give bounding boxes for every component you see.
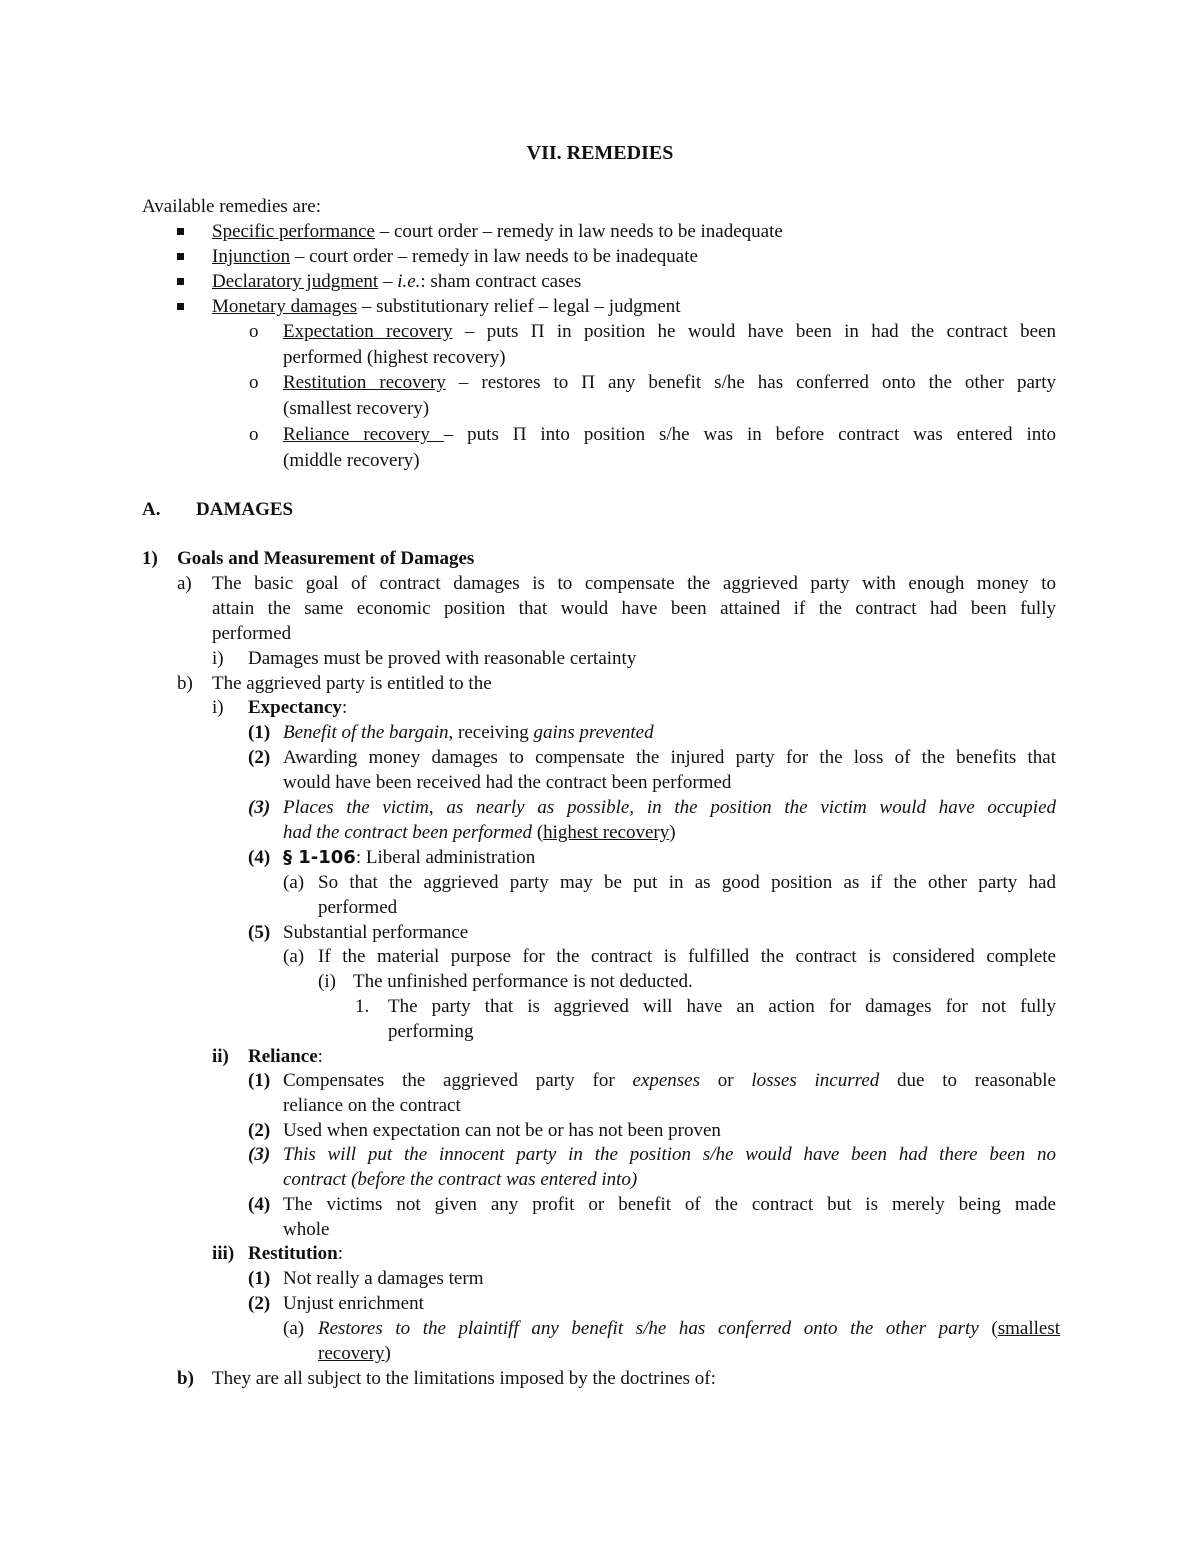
list-item: b) The aggrieved party is entitled to the [177, 673, 492, 694]
remedy-term: Monetary damages [212, 296, 358, 317]
list-item: b) They are all subject to the limitations imposed by the doctrines of: [177, 1368, 716, 1389]
list-item: (4) The victims not given any profit or benefit of the contract but is merely being made [248, 1194, 1056, 1215]
subsection-heading: 1) Goals and Measurement of Damages [142, 548, 475, 569]
list-item: iii) Restitution: [212, 1243, 344, 1264]
page-title: VII. REMEDIES [526, 142, 674, 164]
circle-bullet-icon: o [249, 321, 259, 342]
list-item: o Reliance recovery – puts Π into position s/he was in before contract was entered into [249, 424, 1056, 445]
list-item: (4) § 1-106: Liberal administration [248, 847, 536, 868]
list-item: (5) Substantial performance [248, 922, 469, 943]
remedy-term: Specific performance [212, 221, 375, 242]
list-item: (a) So that the aggrieved party may be put in as good position as if the other party had [283, 872, 1056, 893]
intro-text: Available remedies are: [142, 196, 321, 217]
list-item: a) The basic goal of contract damages is to compensate the aggrieved party with enough money to [177, 573, 1056, 594]
list-item-continuation: would have been received had the contract been performed [283, 772, 732, 793]
remedy-term: Injunction [212, 246, 291, 267]
list-item-continuation: contract (before the contract was entered into) [283, 1169, 638, 1190]
list-item: (2) Used when expectation can not be or has not been proven [248, 1120, 721, 1141]
list-item-continuation: whole [283, 1219, 330, 1240]
list-item: Monetary damages – substitutionary relief – legal – judgment [0, 294, 1200, 319]
square-bullet-icon [177, 303, 184, 310]
list-item: (1) Compensates the aggrieved party for expenses or losses incurred due to reasonable [248, 1070, 1056, 1091]
list-item: (2) Unjust enrichment [248, 1293, 424, 1314]
list-item: 1. The party that is aggrieved will have an action for damages for not fully [355, 996, 1056, 1017]
list-item-continuation: performing [388, 1021, 474, 1042]
list-item: ii) Reliance: [212, 1046, 323, 1067]
list-item: o Expectation recovery – puts Π in position he would have been in had the contract been [249, 321, 1056, 342]
intro-line [0, 194, 1200, 219]
list-item: (3) This will put the innocent party in the position s/he would have been had there been no [248, 1144, 1056, 1165]
section-heading: A. DAMAGES [142, 499, 294, 520]
statute-section: § 1-106 [283, 847, 356, 868]
list-item: (1) Benefit of the bargain, receiving gains prevented [248, 722, 654, 743]
list-item-continuation: (middle recovery) [283, 450, 420, 471]
circle-bullet-icon: o [249, 372, 259, 393]
list-item-continuation: performed [212, 623, 292, 644]
list-item: i) Expectancy: [212, 697, 348, 718]
remedy-term: Declaratory judgment [212, 271, 379, 292]
list-item: (i) The unfinished performance is not deducted. [318, 971, 693, 992]
square-bullet-icon [177, 228, 184, 235]
list-item: (1) Not really a damages term [248, 1268, 484, 1289]
list-item-continuation: performed (highest recovery) [283, 347, 506, 368]
list-item: Injunction – court order – remedy in law needs to be inadequate [0, 244, 1200, 269]
list-item: (a) If the material purpose for the contract is fulfilled the contract is considered complete [283, 946, 1056, 967]
list-item: Declaratory judgment – i.e.: sham contract cases [0, 269, 1200, 294]
square-bullet-icon [177, 253, 184, 260]
circle-bullet-icon: o [249, 424, 259, 445]
list-item: (a) Restores to the plaintiff any benefit s/he has conferred onto the other party (smallest [283, 1318, 1060, 1339]
list-item: Specific performance – court order – remedy in law needs to be inadequate [0, 219, 1200, 244]
list-item-continuation: reliance on the contract [283, 1095, 461, 1116]
list-item-continuation: had the contract been performed (highest recovery) [283, 822, 676, 843]
list-item: o Restitution recovery – restores to Π any benefit s/he has conferred onto the other party [249, 372, 1056, 393]
list-item-continuation: (smallest recovery) [283, 398, 430, 419]
square-bullet-icon [177, 278, 184, 285]
list-item-continuation: attain the same economic position that would have been attained if the contract had been fully [212, 598, 1056, 619]
list-item: i) Damages must be proved with reasonable certainty [212, 648, 637, 669]
list-item: (3) Places the victim, as nearly as possible, in the position the victim would have occupied [248, 797, 1056, 818]
list-item-continuation: performed [318, 897, 398, 918]
list-item-continuation: recovery) [318, 1343, 391, 1364]
list-item: (2) Awarding money damages to compensate the injured party for the loss of the benefits that [248, 747, 1056, 768]
